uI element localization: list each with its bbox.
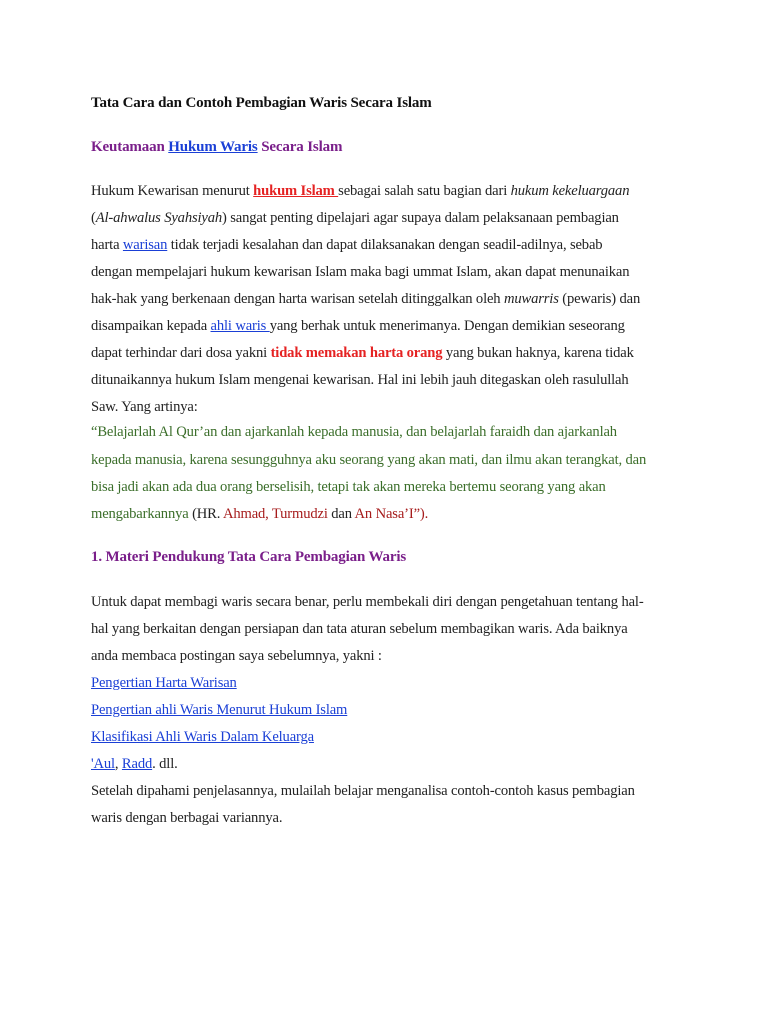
narrator-text: Ahmad, Turmudzi	[222, 506, 328, 522]
pengertian-harta-warisan-link[interactable]: Pengertian Harta Warisan	[91, 675, 237, 691]
klasifikasi-ahli-waris-link[interactable]: Klasifikasi Ahli Waris Dalam Keluarga	[91, 729, 314, 745]
heading-prefix: Keutamaan	[91, 139, 169, 155]
para1-line4: dengan mempelajari hukum kewarisan Islam maka bagi ummat Islam, akan dapat menunaikan	[91, 264, 630, 280]
narrator-text: An Nasa’I	[354, 506, 414, 522]
para2-line2: hal yang berkaitan dengan persiapan dan tata aturan sebelum membagikan waris. Ada baiknya	[91, 621, 628, 637]
text: ”).	[413, 506, 429, 522]
text: mengabarkannya	[91, 506, 189, 522]
para1-line1	[91, 182, 629, 200]
link-row-1	[91, 674, 237, 692]
text: disampaikan kepada	[91, 318, 211, 334]
text-italic: hukum kekeluargaan	[510, 183, 630, 199]
text: dapat terhindar dari dosa yakni	[91, 345, 271, 361]
document-title: Tata Cara dan Contoh Pembagian Waris Secara Islam	[91, 95, 432, 111]
para3-line2: waris dengan berbagai variannya.	[91, 810, 283, 826]
para1-line3	[91, 236, 602, 254]
para1-line6	[91, 317, 625, 335]
text: harta	[91, 237, 123, 253]
para2-line3: anda membaca postingan saya sebelumnya, yakni :	[91, 648, 382, 664]
hadith-quote-line2: kepada manusia, karena sesungguhnya aku seorang yang akan mati, dan ilmu akan terangkat, dan	[91, 452, 647, 468]
hukum-waris-link[interactable]: Hukum Waris	[168, 139, 258, 155]
heading-suffix: Secara Islam	[257, 139, 343, 155]
para1-line5	[91, 290, 640, 308]
link-row-3	[91, 728, 314, 746]
text: . dll.	[152, 756, 178, 772]
para1-line7	[91, 344, 634, 362]
text-italic: Al-ahwalus Syahsiyah	[95, 210, 223, 226]
hadith-quote-line1: “Belajarlah Al Qur’an dan ajarkanlah kepada manusia, dan belajarlah faraidh dan ajarkanlah	[91, 424, 617, 440]
text: tidak terjadi kesalahan dan dapat dilaksanakan dengan seadil-adilnya, sebab	[167, 237, 603, 253]
radd-link[interactable]: Radd	[121, 756, 153, 772]
hukum-islam-link[interactable]: hukum Islam	[253, 183, 339, 199]
text: ) sangat penting dipelajari agar supaya dalam pelaksanaan pembagian	[222, 210, 619, 226]
text: ,	[114, 756, 122, 772]
section-heading-keutamaan	[91, 138, 342, 156]
text: dan	[327, 506, 355, 522]
text-italic: muwarris	[503, 291, 559, 307]
para1-line8: ditunaikannya hukum Islam mengenai kewarisan. Hal ini lebih jauh ditegaskan oleh rasulullah	[91, 372, 629, 388]
text: sebagai salah satu bagian dari	[338, 183, 511, 199]
pengertian-ahli-waris-link[interactable]: Pengertian ahli Waris Menurut Hukum Islam	[91, 702, 348, 718]
text: (HR.	[188, 506, 223, 522]
link-row-2	[91, 701, 347, 719]
hadith-quote-line3: bisa jadi akan ada dua orang berselisih, tetapi tak akan mereka bertemu seorang yang akan	[91, 479, 606, 495]
ahli-waris-link[interactable]: ahli waris	[210, 318, 270, 334]
text: yang bukan haknya, karena tidak	[442, 345, 634, 361]
hadith-quote-line4	[91, 505, 428, 523]
text: hak-hak yang berkenaan dengan harta warisan setelah ditinggalkan oleh	[91, 291, 504, 307]
section-heading-materi: 1. Materi Pendukung Tata Cara Pembagian Waris	[91, 549, 407, 565]
warisan-link[interactable]: warisan	[122, 237, 168, 253]
para1-line9: Saw. Yang artinya:	[91, 399, 198, 415]
aul-link[interactable]: 'Aul	[91, 756, 115, 772]
text: Hukum Kewarisan menurut	[91, 183, 254, 199]
text: (	[91, 210, 96, 226]
para2-line1: Untuk dapat membagi waris secara benar, perlu membekali diri dengan pengetahuan tentang hal-	[91, 594, 644, 610]
emphasis-text: tidak memakan harta orang	[270, 345, 443, 361]
para1-line2	[91, 209, 619, 227]
para3-line1: Setelah dipahami penjelasannya, mulailah belajar menganalisa contoh-contoh kasus pembagian	[91, 783, 635, 799]
text: (pewaris) dan	[558, 291, 641, 307]
link-row-4	[91, 755, 178, 773]
text: yang berhak untuk menerimanya. Dengan demikian seseorang	[269, 318, 625, 334]
